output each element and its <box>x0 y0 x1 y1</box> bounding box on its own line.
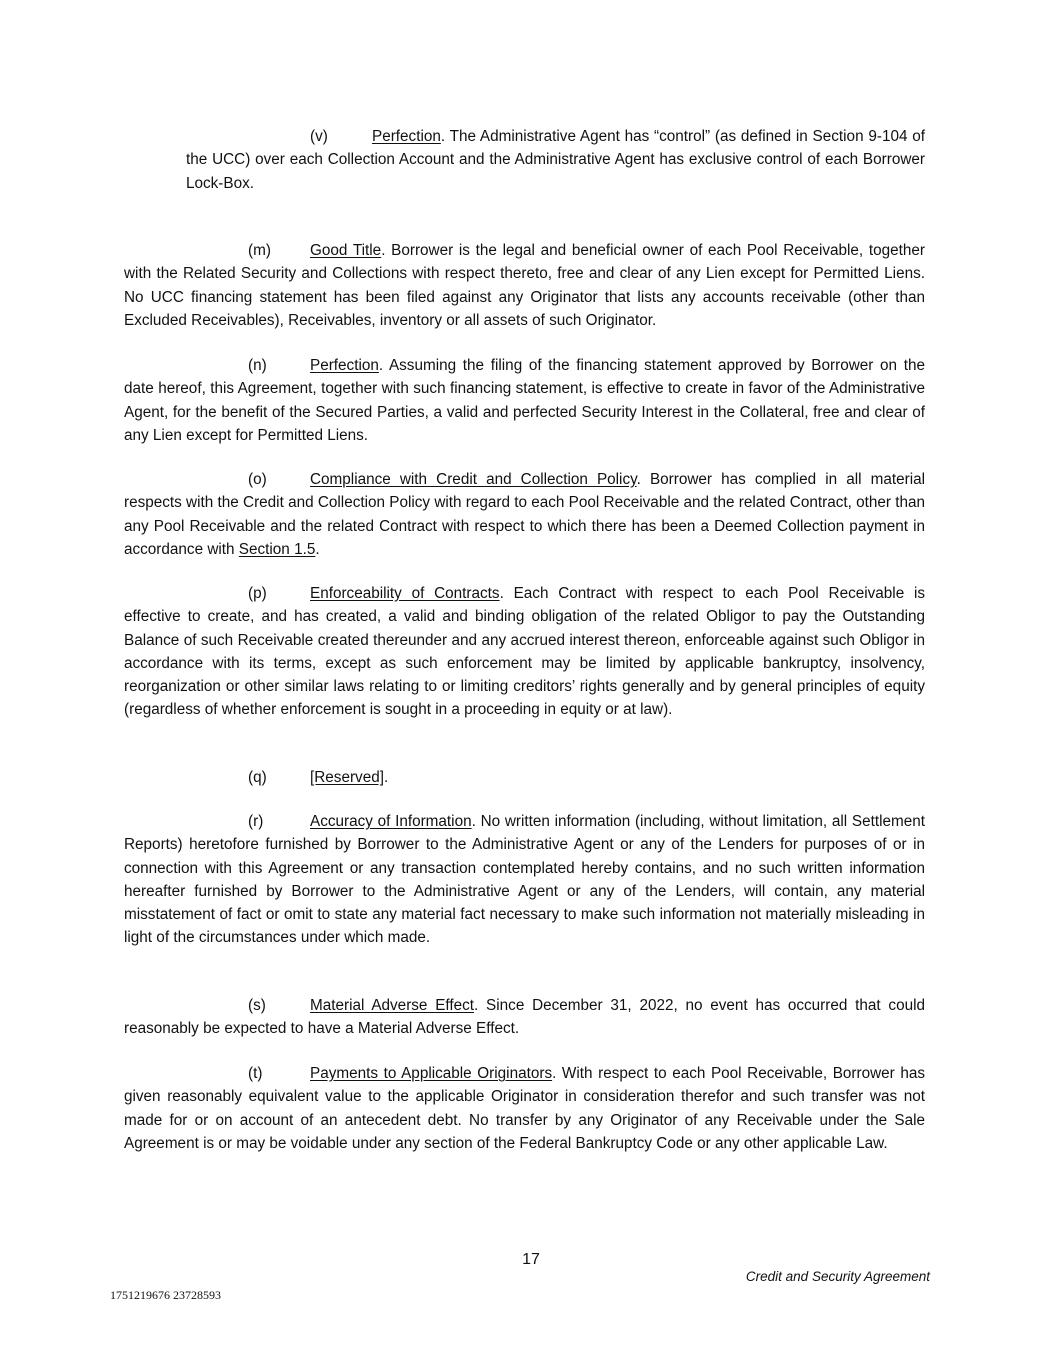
paragraph-body: . No written information (including, without limitation, all Settlement Reports) heretofore furnished by Borrower to the Administrative Agent or any of the Lenders for purposes of or in connection with this Agreement or any transaction contemplated hereby contains, and no such written information hereafter furnished by Borrower to the Administrative Agent or any of the Lenders, will contain, any material misstatement of fact or omit to state any material fact necessary to make such information not materially misleading in light of the circumstances under which made. <box>124 813 926 947</box>
paragraph-title: Compliance with Credit and Collection Policy <box>310 471 637 488</box>
paragraph-body: . Since December 31, 2022, no event has occurred that could reasonably be expected to have a Material Adverse Effect. <box>124 997 925 1038</box>
paragraph-label: (q) <box>248 769 267 786</box>
paragraph-m <box>124 239 925 332</box>
paragraph-title: [Reserved] <box>310 769 384 786</box>
paragraph-s <box>124 994 925 1041</box>
paragraph-title: Perfection <box>372 128 441 145</box>
paragraph-label: (s) <box>248 997 266 1014</box>
paragraph-label: (p) <box>248 585 267 602</box>
paragraph-title: Accuracy of Information <box>310 813 472 830</box>
paragraph-title: Material Adverse Effect <box>310 997 475 1014</box>
paragraph-title: Payments to Applicable Originators <box>310 1065 553 1082</box>
paragraph-label: (r) <box>248 813 264 830</box>
paragraph-title: Good Title <box>310 242 382 259</box>
paragraph-title: Enforceability of Contracts <box>310 585 500 602</box>
paragraph-n <box>124 354 925 447</box>
paragraph-t <box>124 1062 925 1155</box>
page-number: 17 <box>522 1251 540 1268</box>
paragraph-label: (n) <box>248 357 267 374</box>
paragraph-body: . <box>383 769 389 786</box>
paragraph-r <box>124 810 925 950</box>
paragraph-label: (t) <box>248 1065 263 1082</box>
paragraph-label: (m) <box>248 242 271 259</box>
paragraph-body-end: . <box>315 540 320 558</box>
paragraph-body: . Each Contract with respect to each Pool Receivable is effective to create, and has created, a valid and binding obligation of the related Obligor to pay the Outstanding Balance of such Receivable created thereunder and any accrued interest thereon, enforceable against such Obligor in accordance with its terms, except as such enforcement may be limited by applicable bankruptcy, insolvency, reorganization or other similar laws relating to or limiting creditors’ rights generally and by general principles of equity (regardless of whether enforcement is sought in a proceeding in equity or at law). <box>124 585 926 719</box>
section-reference-link[interactable]: Section 1.5 <box>238 540 316 558</box>
paragraph-label: (v) <box>310 128 328 145</box>
paragraph-q <box>124 766 925 789</box>
paragraph-p <box>124 582 925 722</box>
paragraph-body: . Borrower is the legal and beneficial owner of each Pool Receivable, together with the Related Security and Collections with respect thereto, free and clear of any Lien except for Permitted Liens. No UCC financing statement has been filed against any Originator that lists any accounts receivable (other than Excluded Receivables), Receivables, inventory or all assets of such Originator. <box>124 242 925 329</box>
paragraph-label: (o) <box>248 471 267 488</box>
paragraph-body: . Assuming the filing of the financing statement approved by Borrower on the date hereof, this Agreement, together with such financing statement, is effective to create in favor of the Administrative Agent, for the benefit of the Secured Parties, a valid and perfected Security Interest in the Collateral, free and clear of any Lien except for Permitted Liens. <box>124 357 925 444</box>
paragraph-v <box>186 125 925 195</box>
paragraph-body: . With respect to each Pool Receivable, Borrower has given reasonably equivalent value to the applicable Originator in consideration therefor and such transfer was not made for or on account of an antecedent debt. No transfer by any Originator of any Receivable under the Sale Agreement is or may be voidable under any section of the Federal Bankruptcy Code or any other applicable Law. <box>124 1065 925 1152</box>
paragraph-body: . Borrower has complied in all material respects with the Credit and Collection Policy with regard to each Pool Receivable and the related Contract, other than any Pool Receivable and the related Contract with respect to which there has been a Deemed Collection payment in accordance with <box>124 471 925 558</box>
footer-document-id: 1751219676 23728593 <box>110 1288 221 1302</box>
paragraph-body: . The Administrative Agent has “control” (as defined in Section 9-104 of the UCC) over each Collection Account and the Administrative Agent has exclusive control of each Borrower Lock-Box. <box>186 128 925 192</box>
footer-document-title: Credit and Security Agreement <box>745 1269 930 1284</box>
paragraph-title: Perfection <box>310 357 379 374</box>
paragraph-o <box>124 468 925 561</box>
